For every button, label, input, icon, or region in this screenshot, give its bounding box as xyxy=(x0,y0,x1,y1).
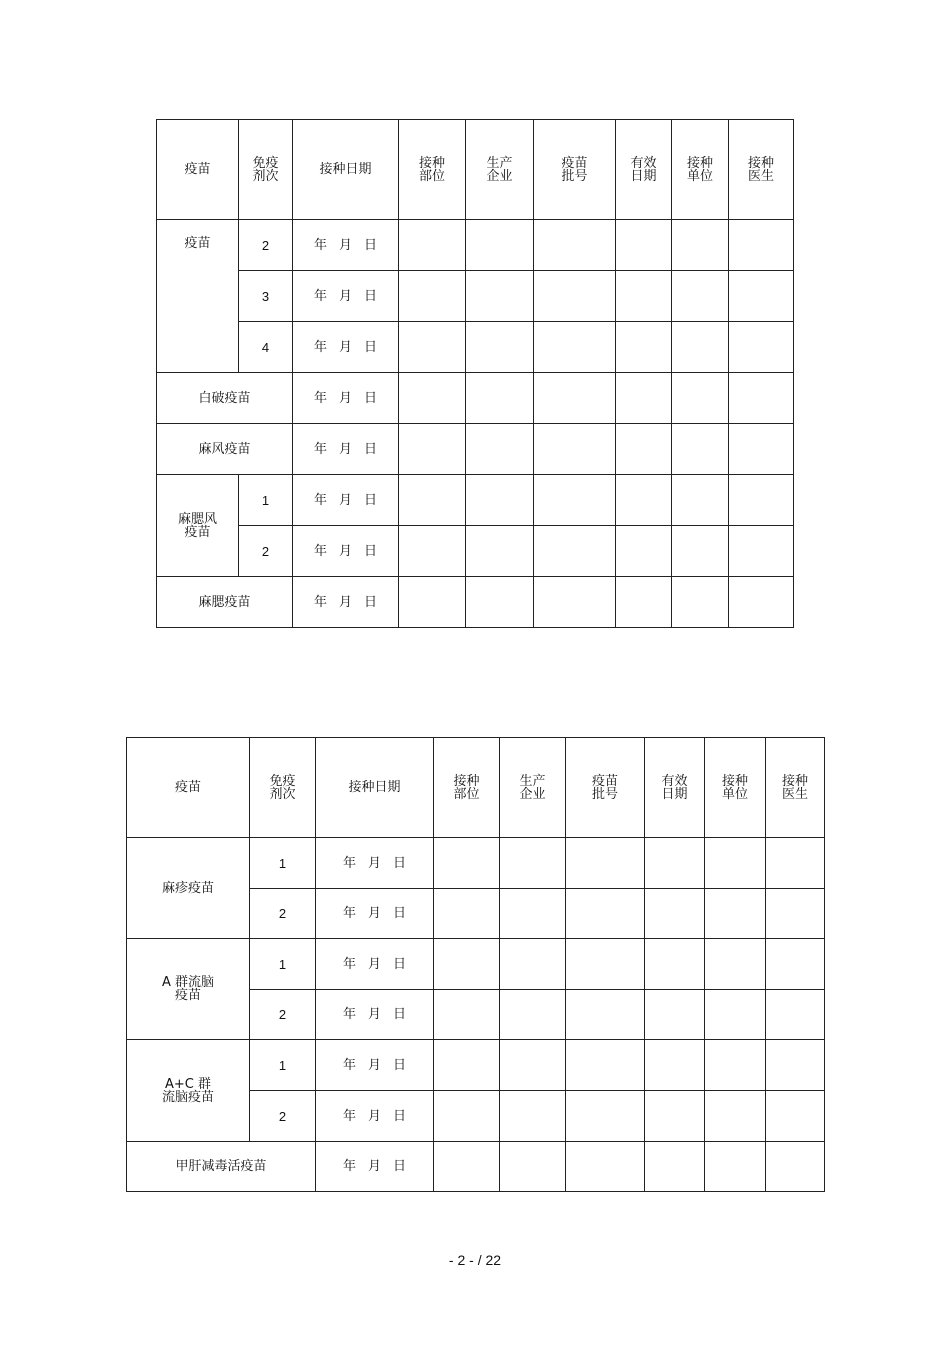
expiry-cell[interactable] xyxy=(616,373,672,424)
dose-number: 2 xyxy=(250,1091,316,1142)
manufacturer-cell[interactable] xyxy=(466,475,534,526)
dose-number: 2 xyxy=(239,526,293,577)
page-number: - 2 - / 22 xyxy=(448,1252,502,1268)
batch-cell[interactable] xyxy=(534,526,616,577)
batch-cell[interactable] xyxy=(534,475,616,526)
expiry-cell[interactable] xyxy=(645,1142,705,1192)
expiry-cell[interactable] xyxy=(616,475,672,526)
date-field[interactable]: 年 月 日 xyxy=(293,322,399,373)
batch-cell[interactable] xyxy=(534,577,616,628)
doctor-cell[interactable] xyxy=(729,271,794,322)
header-site: 接种 部位 xyxy=(434,738,500,838)
batch-cell[interactable] xyxy=(534,373,616,424)
unit-cell[interactable] xyxy=(672,577,729,628)
batch-cell[interactable] xyxy=(566,1091,645,1142)
vaccine-name: A+C 群 流脑疫苗 xyxy=(127,1040,250,1142)
header-date: 接种日期 xyxy=(293,120,399,220)
manufacturer-cell[interactable] xyxy=(500,990,566,1040)
dose-number: 1 xyxy=(250,1040,316,1091)
date-field[interactable]: 年 月 日 xyxy=(293,475,399,526)
site-cell[interactable] xyxy=(434,1040,500,1091)
unit-cell[interactable] xyxy=(672,322,729,373)
header-site: 接种 部位 xyxy=(399,120,466,220)
date-field[interactable]: 年 月 日 xyxy=(293,577,399,628)
doctor-cell[interactable] xyxy=(729,373,794,424)
manufacturer-cell[interactable] xyxy=(466,424,534,475)
dose-number: 1 xyxy=(250,939,316,990)
expiry-cell[interactable] xyxy=(645,1040,705,1091)
header-vaccine: 疫苗 xyxy=(157,120,239,220)
site-cell[interactable] xyxy=(434,889,500,939)
batch-cell[interactable] xyxy=(566,1040,645,1091)
header-doctor: 接种 医生 xyxy=(729,120,794,220)
date-field[interactable]: 年 月 日 xyxy=(316,939,434,990)
expiry-cell[interactable] xyxy=(645,1091,705,1142)
doctor-cell[interactable] xyxy=(729,424,794,475)
doctor-cell[interactable] xyxy=(729,322,794,373)
unit-cell[interactable] xyxy=(672,424,729,475)
site-cell[interactable] xyxy=(399,220,466,271)
expiry-cell[interactable] xyxy=(616,271,672,322)
date-field[interactable]: 年 月 日 xyxy=(293,424,399,475)
vaccine-name: 疫苗 xyxy=(157,220,239,373)
dose-number: 2 xyxy=(250,889,316,939)
expiry-cell[interactable] xyxy=(616,220,672,271)
header-batch: 疫苗 批号 xyxy=(534,120,616,220)
table-row xyxy=(127,838,825,889)
site-cell[interactable] xyxy=(434,838,500,889)
header-manufacturer: 生产 企业 xyxy=(466,120,534,220)
unit-cell[interactable] xyxy=(705,1040,766,1091)
vaccine-name: A 群流脑 疫苗 xyxy=(127,939,250,1040)
batch-cell[interactable] xyxy=(566,1142,645,1192)
vaccine-name: 白破疫苗 xyxy=(157,373,293,424)
site-cell[interactable] xyxy=(434,1142,500,1192)
site-cell[interactable] xyxy=(399,475,466,526)
header-expiry: 有效 日期 xyxy=(645,738,705,838)
manufacturer-cell[interactable] xyxy=(500,939,566,990)
header-vaccine: 疫苗 xyxy=(127,738,250,838)
unit-cell[interactable] xyxy=(672,475,729,526)
unit-cell[interactable] xyxy=(672,526,729,577)
unit-cell[interactable] xyxy=(705,838,766,889)
table-row xyxy=(127,1040,825,1091)
manufacturer-cell[interactable] xyxy=(466,526,534,577)
dose-number: 4 xyxy=(239,322,293,373)
header-expiry: 有效 日期 xyxy=(616,120,672,220)
batch-cell[interactable] xyxy=(534,220,616,271)
site-cell[interactable] xyxy=(399,373,466,424)
manufacturer-cell[interactable] xyxy=(466,577,534,628)
unit-cell[interactable] xyxy=(672,271,729,322)
doctor-cell[interactable] xyxy=(766,990,825,1040)
unit-cell[interactable] xyxy=(672,220,729,271)
table-row xyxy=(157,475,794,526)
batch-cell[interactable] xyxy=(534,322,616,373)
expiry-cell[interactable] xyxy=(645,990,705,1040)
header-unit: 接种 单位 xyxy=(672,120,729,220)
table-row xyxy=(157,271,794,322)
header-date: 接种日期 xyxy=(316,738,434,838)
doctor-cell[interactable] xyxy=(766,1091,825,1142)
expiry-cell[interactable] xyxy=(616,424,672,475)
date-field[interactable]: 年 月 日 xyxy=(316,1040,434,1091)
manufacturer-cell[interactable] xyxy=(500,838,566,889)
manufacturer-cell[interactable] xyxy=(466,322,534,373)
manufacturer-cell[interactable] xyxy=(466,373,534,424)
date-field[interactable]: 年 月 日 xyxy=(293,271,399,322)
date-field[interactable]: 年 月 日 xyxy=(293,526,399,577)
expiry-cell[interactable] xyxy=(616,526,672,577)
date-field[interactable]: 年 月 日 xyxy=(293,220,399,271)
manufacturer-cell[interactable] xyxy=(500,1040,566,1091)
header-dose: 免疫 剂次 xyxy=(250,738,316,838)
date-field[interactable]: 年 月 日 xyxy=(293,373,399,424)
header-row xyxy=(157,120,794,220)
header-unit: 接种 单位 xyxy=(705,738,766,838)
batch-cell[interactable] xyxy=(534,424,616,475)
doctor-cell[interactable] xyxy=(766,838,825,889)
header-row xyxy=(127,738,825,838)
expiry-cell[interactable] xyxy=(645,939,705,990)
vaccine-name: 甲肝减毒活疫苗 xyxy=(127,1142,316,1192)
header-doctor: 接种 医生 xyxy=(766,738,825,838)
table-row xyxy=(127,939,825,990)
batch-cell[interactable] xyxy=(566,939,645,990)
manufacturer-cell[interactable] xyxy=(500,889,566,939)
expiry-cell[interactable] xyxy=(645,889,705,939)
site-cell[interactable] xyxy=(434,990,500,1040)
batch-cell[interactable] xyxy=(534,271,616,322)
site-cell[interactable] xyxy=(434,1091,500,1142)
vaccine-name: 麻腮疫苗 xyxy=(157,577,293,628)
dose-number: 2 xyxy=(250,990,316,1040)
header-batch: 疫苗 批号 xyxy=(566,738,645,838)
vaccination-table-1 xyxy=(156,119,794,628)
manufacturer-cell[interactable] xyxy=(500,1091,566,1142)
table-row xyxy=(157,322,794,373)
batch-cell[interactable] xyxy=(566,889,645,939)
vaccine-name: 麻腮风 疫苗 xyxy=(157,475,239,577)
site-cell[interactable] xyxy=(399,271,466,322)
table-row xyxy=(157,526,794,577)
doctor-cell[interactable] xyxy=(729,526,794,577)
expiry-cell[interactable] xyxy=(645,838,705,889)
unit-cell[interactable] xyxy=(672,373,729,424)
dose-number: 1 xyxy=(250,838,316,889)
dose-number: 1 xyxy=(239,475,293,526)
doctor-cell[interactable] xyxy=(766,1142,825,1192)
doctor-cell[interactable] xyxy=(729,220,794,271)
dose-number: 2 xyxy=(239,220,293,271)
date-field[interactable]: 年 月 日 xyxy=(316,1142,434,1192)
header-dose: 免疫 剂次 xyxy=(239,120,293,220)
manufacturer-cell[interactable] xyxy=(466,271,534,322)
unit-cell[interactable] xyxy=(705,990,766,1040)
unit-cell[interactable] xyxy=(705,939,766,990)
table-row xyxy=(157,373,794,424)
table-row xyxy=(157,577,794,628)
batch-cell[interactable] xyxy=(566,990,645,1040)
vaccine-name: 麻风疫苗 xyxy=(157,424,293,475)
doctor-cell[interactable] xyxy=(766,889,825,939)
date-field[interactable]: 年 月 日 xyxy=(316,990,434,1040)
table-row xyxy=(157,220,794,271)
table-row xyxy=(157,424,794,475)
doctor-cell[interactable] xyxy=(766,939,825,990)
site-cell[interactable] xyxy=(399,526,466,577)
doctor-cell[interactable] xyxy=(729,577,794,628)
site-cell[interactable] xyxy=(434,939,500,990)
expiry-cell[interactable] xyxy=(616,322,672,373)
date-field[interactable]: 年 月 日 xyxy=(316,1091,434,1142)
dose-number: 3 xyxy=(239,271,293,322)
header-manufacturer: 生产 企业 xyxy=(500,738,566,838)
site-cell[interactable] xyxy=(399,322,466,373)
vaccine-name: 麻疹疫苗 xyxy=(127,838,250,939)
site-cell[interactable] xyxy=(399,577,466,628)
doctor-cell[interactable] xyxy=(766,1040,825,1091)
unit-cell[interactable] xyxy=(705,1091,766,1142)
manufacturer-cell[interactable] xyxy=(500,1142,566,1192)
unit-cell[interactable] xyxy=(705,1142,766,1192)
unit-cell[interactable] xyxy=(705,889,766,939)
date-field[interactable]: 年 月 日 xyxy=(316,889,434,939)
date-field[interactable]: 年 月 日 xyxy=(316,838,434,889)
table-row xyxy=(127,1142,825,1192)
vaccination-table-2 xyxy=(126,737,825,1192)
doctor-cell[interactable] xyxy=(729,475,794,526)
site-cell[interactable] xyxy=(399,424,466,475)
batch-cell[interactable] xyxy=(566,838,645,889)
expiry-cell[interactable] xyxy=(616,577,672,628)
manufacturer-cell[interactable] xyxy=(466,220,534,271)
